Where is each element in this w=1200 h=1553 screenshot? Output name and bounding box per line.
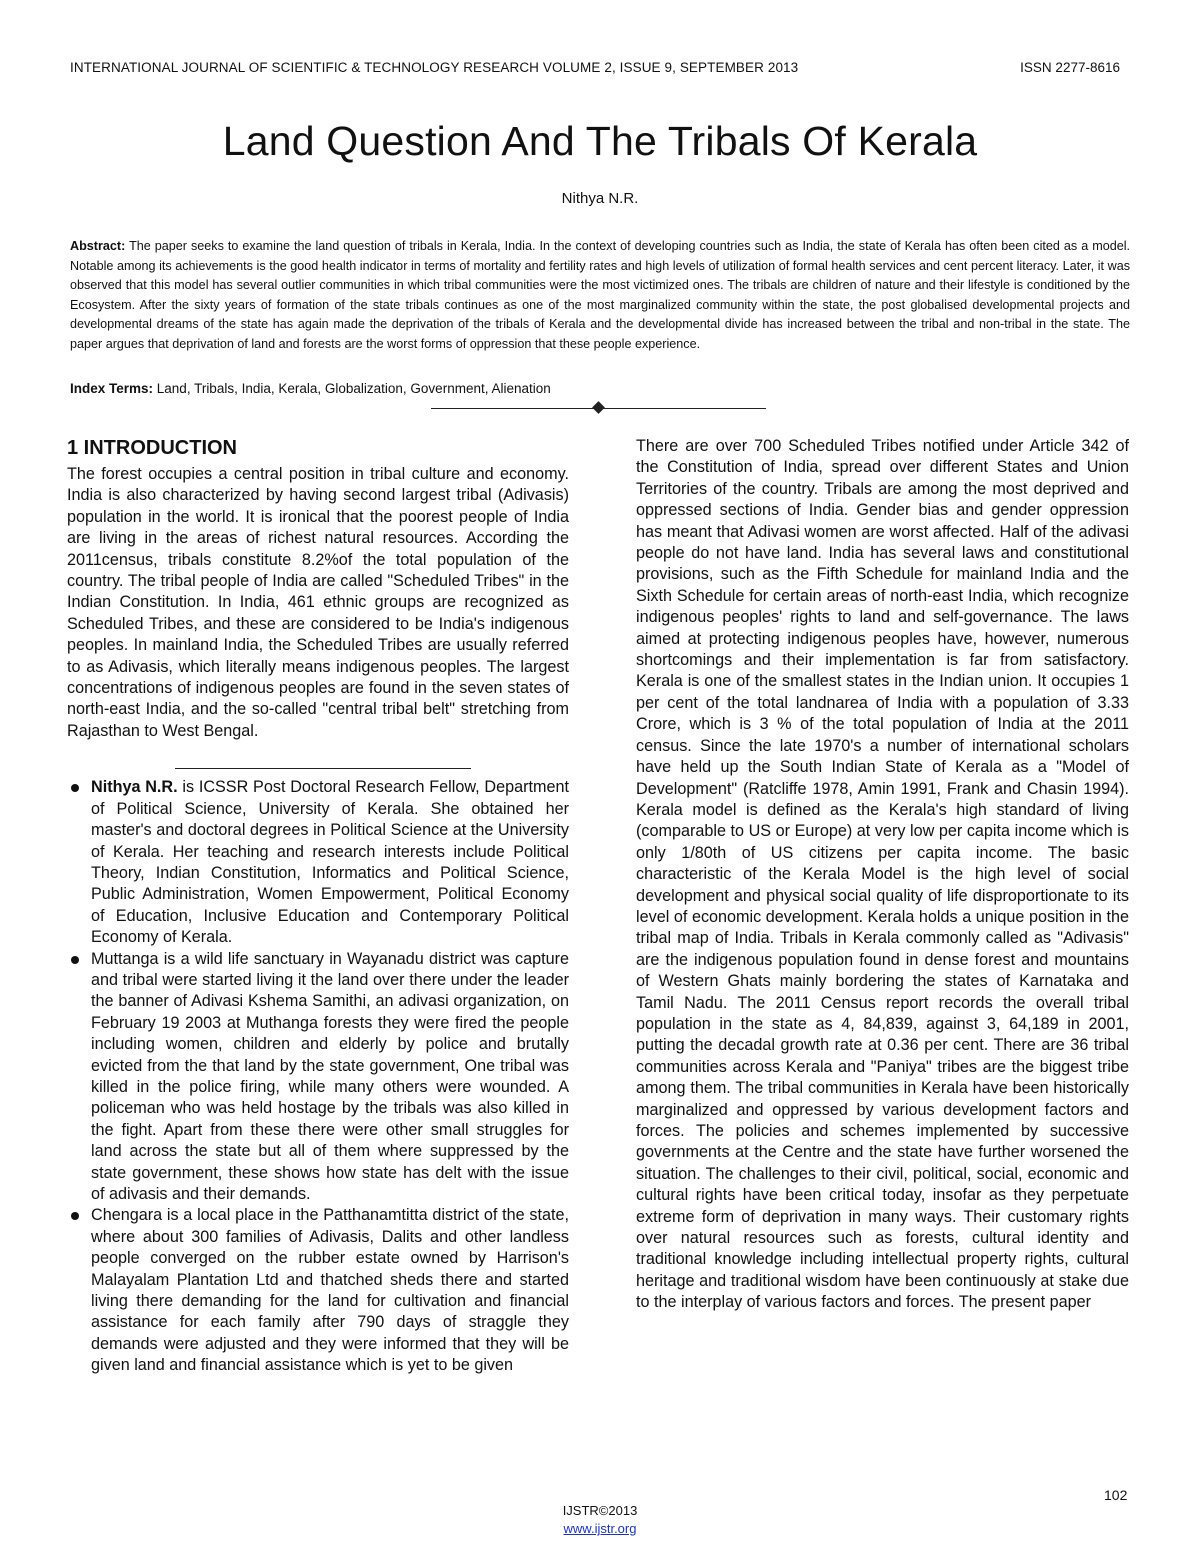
bullet-icon (71, 956, 79, 964)
left-column (67, 436, 569, 1377)
footer-website-wrapper (0, 1521, 1200, 1536)
footnote-text: Chengara is a local place in the Patthanamtitta district of the state, where about 300 families of Adivasis, Dalits and other landless people converged on the rubber estate owned by Harrison's Malayalam Plantation Ltd and thatched sheds there and started living there demanding for the land for cultivation and financial assistance for each family after 790 days of straggle they demands were adjusted and they were informed that they will be given land and financial assistance which is yet to be given (91, 1206, 569, 1375)
footnote-author-name: Nithya N.R. (91, 778, 178, 797)
introduction-paragraph: The forest occupies a central position in tribal culture and economy. India is also characterized by having second largest tribal (Adivasis) population in the world. It is ironical that the poorest people of India are living in the areas of richest natural resources. According the 2011census, tribals constitute 8.2%of the total population of the country. The tribal people of India are called "Scheduled Tribes" in the Indian Constitution. In India, 461 ethnic groups are recognized as Scheduled Tribes, and these are considered to be India's indigenous peoples. In mainland India, the Scheduled Tribes are usually referred to as Adivasis, which literally means indigenous peoples. The largest concentrations of indigenous peoples are found in the seven states of north-east India, and the so-called "central tribal belt" stretching from Rajasthan to West Bengal. (67, 465, 569, 740)
footnote-text: Muttanga is a wild life sanctuary in Wayanadu district was capture and tribal were started living it the land over there under the leader the banner of Adivasi Kshema Samithi, an adivasi organization, on February 19 2003 at Muthanga forests they were fired the people including women, children and elderly by police and brutally evicted from the that land by the state government, One tribal was killed in the police firing, while many others were wounded. A policeman who was held hostage by the tribals was also killed in the fight. Apart from these there were other small struggles for land across the state but all of them where suppressed by the state government, these shows how state has delt with the issue of adivasis and their demands. (91, 949, 569, 1203)
footer-website-link[interactable]: www.ijstr.org (563, 1521, 637, 1536)
right-column (636, 436, 1129, 1314)
abstract-label: Abstract: (70, 239, 126, 253)
divider-diamond-icon (592, 401, 605, 414)
footnote-text: is ICSSR Post Doctoral Research Fellow, Department of Political Science, University of Kerala. She obtained her master's and doctoral degrees in Political Science at the University of Kerala. Her teaching and research interests include Political Theory, Indian Constitution, Informatics and Political Science, Public Administration, Women Empowerment, Political Economy of Education, Inclusive Education and Contemporary Political Economy of Kerala. (91, 778, 569, 947)
index-terms (70, 381, 551, 396)
right-column-paragraph: There are over 700 Scheduled Tribes notified under Article 342 of the Constitution of India, spread over different States and Union Territories of the country. Tribals are among the most deprived and oppressed sections of India. Gender bias and gender oppression has meant that Adivasi women are worst affected. Half of the adivasi people do not have land. India has several laws and constitutional provisions, such as the Fifth Schedule for mainland India and the Sixth Schedule for certain areas of north-east India, which recognize indigenous peoples' rights to land and self-governance. The laws aimed at protecting indigenous peoples have, however, numerous shortcomings and their implementation is far from satisfactory. Kerala is one of the smallest states in the Indian union. It occupies 1 per cent of the total landnarea of India with a population of 3.33 Crore, which is 3 % of the total population of India at the 2011 census. Since the late 1970's a number of international scholars have held up the South Indian State of Kerala as a "Model of Development" (Ratcliffe 1978, Amin 1991, Frank and Chasin 1994). Kerala model is defined as the Kerala's high standard of living (comparable to US or Europe) at very low per capita income which is only 1/80th of US citizens per capita income. The basic characteristic of the Kerala Model is the high level of social development and physical social quality of life disproportionate to its level of economic development. Kerala holds a unique position in the tribal map of India. Tribals in Kerala commonly called as "Adivasis" are the indigenous population found in dense forest and mountains of Western Ghats mainly bordering the states of Karnataka and Tamil Nadu. The 2011 Census report records the overall tribal population in the state as 4, 84,839, against 3, 64,189 in 2001, putting the decadal growth rate at 0.36 per cent. There are 36 tribal communities across Kerala and "Paniya" tribes are the biggest tribe among them. The tribal communities in Kerala have been historically marginalized and oppressed by various development factors and forces. The policies and schemes implemented by successive governments at the Centre and the state have further worsened the situation. The challenges to their civil, political, social, economic and cultural rights have been critical today, insofar as they perpetuate extreme form of deprivation in many ways. Their customary rights over natural resources such as forests, cultural identity and traditional knowledge including intellectual property rights, cultural heritage and traditional wisdom have been continuously at stake due to the interplay of various factors and forces. The present paper (636, 437, 1129, 1312)
index-terms-label: Index Terms: (70, 381, 154, 396)
abstract-text: The paper seeks to examine the land question of tribals in Kerala, India. In the context of developing countries such as India, the state of Kerala has often been cited as a model. Notable among its achievements is the good health indicator in terms of mortality and fertility rates and high levels of utilization of formal health services and cent percent literacy. Later, it was observed that this model has several outlier communities in which tribal communities were the most victimized ones. The tribals are children of nature and their lifestyle is conditioned by the Ecosystem. After the sixty years of formation of the state tribals continues as one of the most marginalized community within the state, the post globalised developmental projects and developmental dreams of the state has again made the deprivation of the tribals of Kerala and the developmental divide has increased between the tribal and non-tribal in the state. The paper argues that deprivation of land and forests are the worst forms of oppression that these people experience. (70, 239, 1130, 351)
journal-header: INTERNATIONAL JOURNAL OF SCIENTIFIC & TECHNOLOGY RESEARCH VOLUME 2, ISSUE 9, SEPTEMBER 2013 (70, 60, 799, 75)
paper-title: Land Question And The Tribals Of Kerala (222, 118, 978, 164)
footnote-rule (175, 768, 471, 769)
footnote-list (67, 777, 569, 1376)
section-heading-introduction: 1 INTRODUCTION (67, 437, 237, 459)
bullet-icon (71, 784, 79, 792)
footnote-item (67, 777, 569, 948)
issn-header: ISSN 2277-8616 (1020, 60, 1120, 75)
abstract (70, 237, 1130, 354)
bullet-icon (71, 1212, 79, 1220)
footnote-item (67, 949, 569, 1206)
index-terms-text: Land, Tribals, India, Kerala, Globalization, Government, Alienation (153, 381, 551, 396)
page-number: 102 (1104, 1487, 1128, 1503)
author-name: Nithya N.R. (561, 190, 639, 207)
footer-copyright: IJSTR©2013 (562, 1503, 638, 1518)
footnote-item (67, 1205, 569, 1376)
